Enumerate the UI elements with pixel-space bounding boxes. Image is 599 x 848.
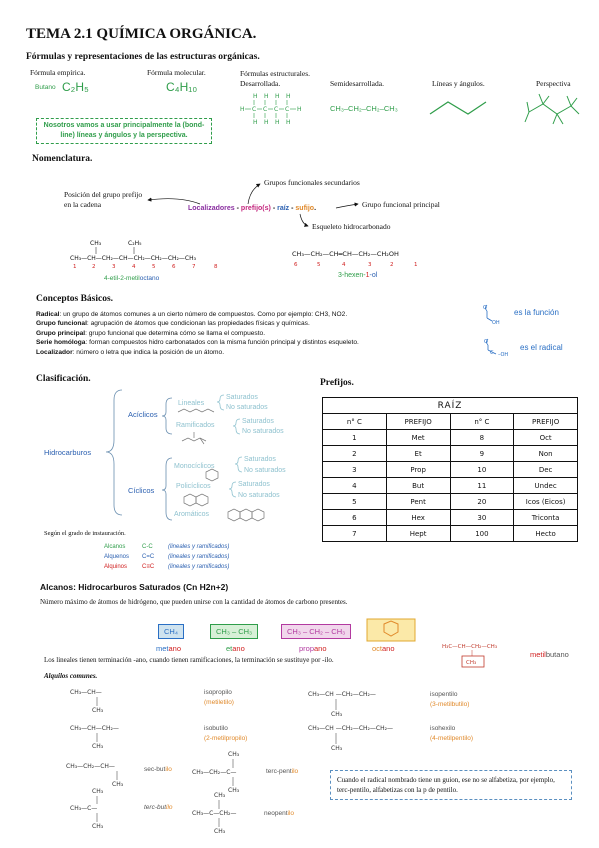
prefix-cell: Icos (Eicos) bbox=[514, 494, 578, 510]
svg-text:CH₃: CH₃ bbox=[331, 745, 343, 752]
table-title: RAÍZ bbox=[323, 398, 578, 414]
tercpentilo-label: terc-pentilo bbox=[266, 768, 299, 775]
butano-label: Butano bbox=[35, 84, 56, 91]
isopropilo-label: isopropilo (metiletilo) bbox=[204, 689, 234, 706]
svg-text:4: 4 bbox=[342, 262, 346, 268]
no-saturados-label-4: No saturados bbox=[238, 492, 280, 499]
concepto-text: : un grupo de átomos comunes a un cierto número de compuestos. Como por ejemplo: CH3, NO2. bbox=[59, 311, 348, 318]
svg-text:CH₃—CH—CH₂—CH—CH₂—CH₂—CH₂—CH₃: CH₃—CH—CH₂—CH—CH₂—CH₂—CH₂—CH₃ bbox=[70, 255, 197, 262]
ethane-box: CH₃ – CH₃ bbox=[210, 624, 258, 639]
svg-text:CH₃—C—CH₂—: CH₃—C—CH₂— bbox=[192, 810, 237, 817]
svg-text:H: H bbox=[264, 119, 269, 126]
example1-root: octano bbox=[139, 275, 160, 282]
svg-text:CH₃: CH₃ bbox=[331, 711, 343, 718]
monociclicos-label: Monocíclicos bbox=[174, 463, 215, 470]
concepto-radical bbox=[36, 310, 476, 319]
conceptos-list bbox=[36, 310, 476, 357]
concepto-serie-homologa bbox=[36, 338, 476, 347]
svg-text:CH₃: CH₃ bbox=[92, 707, 104, 714]
prefix-cell: 4 bbox=[323, 478, 387, 494]
svg-text:C: C bbox=[252, 106, 257, 113]
rule-prefijos: prefijo(s) bbox=[240, 205, 271, 212]
svg-text:H: H bbox=[253, 119, 258, 126]
lineas-label: Líneas y ángulos. bbox=[432, 79, 485, 88]
example1-prefix: 4-etil-2-metil bbox=[104, 275, 140, 282]
concepto-text: : número o letra que indica la posición de un átomo. bbox=[72, 348, 225, 356]
prefix-cell: Dec bbox=[514, 462, 578, 478]
svg-text:4: 4 bbox=[132, 264, 136, 270]
header-cell: n° C bbox=[450, 414, 514, 430]
etano-name: etano bbox=[226, 644, 245, 653]
svg-text:CH₃—C—: CH₃—C— bbox=[70, 805, 98, 812]
svg-text:C: C bbox=[285, 106, 290, 113]
prefix-cell: Hept bbox=[386, 526, 450, 542]
concepto-text: : forman compuestos hidro carbonatados con la misma función principal y distintos esqueleto. bbox=[85, 339, 359, 347]
nomenclatura-heading: Nomenclatura. bbox=[32, 154, 93, 164]
prefix-cell: 30 bbox=[450, 510, 514, 526]
empirica-label: Fórmula empírica. bbox=[30, 68, 86, 77]
svg-text:CH₃—CH—: CH₃—CH— bbox=[70, 689, 102, 696]
prefix-cell: 5 bbox=[323, 494, 387, 510]
prefix-cell: 20 bbox=[450, 494, 514, 510]
prefix-cell: 100 bbox=[450, 526, 514, 542]
prefix-row bbox=[323, 526, 578, 542]
semidesarrollada-label: Semidesarrollada. bbox=[330, 79, 384, 88]
prefix-row bbox=[323, 510, 578, 526]
estructurales-label: Fórmulas estructurales. bbox=[240, 69, 310, 78]
saturados-label-1: Saturados bbox=[226, 394, 258, 401]
svg-text:H: H bbox=[275, 93, 280, 100]
ramif-note: Los lineales tienen terminación -ano, cuando tienen ramificaciones, la terminación se sustituye por -ilo. bbox=[44, 656, 334, 664]
svg-text:CH₃—CH —CH₂—CH₂—: CH₃—CH —CH₂—CH₂— bbox=[308, 691, 376, 698]
perspective-structure bbox=[525, 92, 585, 132]
molecular-formula: C₄H₁₀ bbox=[166, 80, 198, 94]
propano-name: propano bbox=[299, 644, 327, 653]
example1-name bbox=[104, 275, 159, 282]
desarrollada-structure bbox=[238, 92, 308, 128]
methane-box: CH₄ bbox=[158, 624, 184, 639]
radical-label: es el radical bbox=[520, 343, 563, 352]
rule-localizadores: Localizadores bbox=[188, 205, 235, 212]
saturados-label-3: Saturados bbox=[244, 456, 276, 463]
svg-text:O: O bbox=[484, 339, 488, 345]
svg-text:C: C bbox=[490, 350, 494, 356]
prefix-cell: 2 bbox=[323, 446, 387, 462]
isohexilo-label: isohexilo (4-metilpentilo) bbox=[430, 725, 473, 742]
svg-text:6: 6 bbox=[294, 262, 298, 268]
note-box bbox=[36, 118, 212, 144]
octane-box bbox=[366, 618, 416, 642]
carboxyl-function-icon bbox=[482, 302, 508, 326]
carboxyl-radical-icon bbox=[484, 336, 514, 360]
octane-structure bbox=[68, 238, 238, 274]
svg-text:7: 7 bbox=[192, 264, 196, 270]
prefix-cell: 8 bbox=[450, 430, 514, 446]
svg-text:O: O bbox=[483, 305, 487, 311]
principal-label: Grupo funcional principal bbox=[362, 200, 440, 209]
neopentilo-label: neopentilo bbox=[264, 810, 295, 817]
concepto-grupo-principal bbox=[36, 329, 476, 338]
tercbutilo-label: terc-butilo bbox=[144, 804, 173, 811]
svg-text:–OH: –OH bbox=[498, 352, 509, 358]
aromaticos-label: Aromáticos bbox=[174, 511, 210, 518]
svg-text:H: H bbox=[275, 119, 280, 126]
svg-text:H₃C—CH—CH₂—CH₃: H₃C—CH—CH₂—CH₃ bbox=[442, 644, 498, 650]
alcanos-intro: Número máximo de átomos de hidrógeno, que pueden unirse con la cantidad de átomos de carbono presentes. bbox=[40, 598, 348, 606]
concepto-localizador bbox=[36, 348, 476, 357]
prefix-row bbox=[323, 462, 578, 478]
note-text: Nosotros vamos a usar principalmente la (bond-line) líneas y ángulos y la perspectiva. bbox=[43, 122, 205, 139]
header-cell: PREFIJO bbox=[386, 414, 450, 430]
bond-line-butane bbox=[428, 98, 498, 118]
svg-text:CH₃: CH₃ bbox=[92, 743, 104, 750]
svg-text:5: 5 bbox=[317, 262, 321, 268]
prefix-cell: 3 bbox=[323, 462, 387, 478]
svg-text:3: 3 bbox=[112, 264, 116, 270]
policiclicos-label: Policíclicos bbox=[176, 483, 211, 490]
table-header-row bbox=[323, 414, 578, 430]
svg-text:8: 8 bbox=[214, 264, 218, 270]
prefix-row bbox=[323, 430, 578, 446]
concepto-grupo-funcional bbox=[36, 319, 476, 328]
concepto-term: Serie homóloga bbox=[36, 339, 86, 347]
metilbutano-structure bbox=[440, 640, 530, 670]
ciclicos-label: Cíclicos bbox=[128, 486, 155, 495]
prefix-cell: Met bbox=[386, 430, 450, 446]
svg-text:H: H bbox=[264, 93, 269, 100]
lineales-label: Lineales bbox=[178, 400, 205, 407]
prefix-cell: Pent bbox=[386, 494, 450, 510]
prefix-cell: 10 bbox=[450, 462, 514, 478]
svg-text:CH₃: CH₃ bbox=[214, 828, 226, 835]
svg-text:5: 5 bbox=[152, 264, 156, 270]
svg-text:CH₃—CH—CH₂—: CH₃—CH—CH₂— bbox=[70, 725, 119, 732]
example2-locant: 1 bbox=[365, 272, 370, 279]
prefix-cell: 6 bbox=[323, 510, 387, 526]
prefix-cell: But bbox=[386, 478, 450, 494]
rule-raiz: raíz bbox=[277, 205, 290, 212]
prefix-cell: Hex bbox=[386, 510, 450, 526]
svg-text:CH₃: CH₃ bbox=[112, 781, 124, 788]
svg-text:2: 2 bbox=[390, 262, 394, 268]
propane-box: CH₃ – CH₂ – CH₃ bbox=[281, 624, 351, 639]
grado-label: Según el grado de instauración. bbox=[44, 530, 126, 537]
svg-text:1: 1 bbox=[414, 262, 418, 268]
desarrollada-label: Desarrollada. bbox=[240, 79, 281, 88]
prefix-cell: 11 bbox=[450, 478, 514, 494]
prefix-cell: 9 bbox=[450, 446, 514, 462]
header-cell: PREFIJO bbox=[514, 414, 578, 430]
saturation-legend bbox=[104, 542, 229, 572]
svg-text:H: H bbox=[286, 119, 291, 126]
prefix-cell: Oct bbox=[514, 430, 578, 446]
aciclicos-label: Acíclicos bbox=[128, 410, 158, 419]
prefix-cell: Undec bbox=[514, 478, 578, 494]
metano-name: metano bbox=[156, 644, 182, 653]
prefix-row bbox=[323, 478, 578, 494]
svg-text:H: H bbox=[253, 93, 258, 100]
saturados-label-4: Saturados bbox=[238, 481, 270, 488]
svg-text:CH₃—CH₂—C—: CH₃—CH₂—C— bbox=[192, 769, 237, 776]
molecular-label: Fórmula molecular. bbox=[147, 68, 206, 77]
prefix-cell: 7 bbox=[323, 526, 387, 542]
rule-sufijo: sufijo bbox=[295, 205, 315, 212]
secbutilo-label: sec-butilo bbox=[144, 766, 172, 773]
svg-text:CH₃: CH₃ bbox=[466, 660, 477, 666]
svg-text:C₂H₅: C₂H₅ bbox=[128, 240, 142, 247]
svg-text:CH₃: CH₃ bbox=[92, 788, 104, 795]
svg-text:CH₃—CH₂—CH═CH—CH₂—CH₂OH: CH₃—CH₂—CH═CH—CH₂—CH₂OH bbox=[292, 250, 399, 258]
svg-text:H: H bbox=[286, 93, 291, 100]
example2-name bbox=[338, 272, 377, 279]
legend-alquenos: Alquenos C=C (lineales y ramificados) bbox=[104, 554, 230, 560]
isobutilo-label: isobutilo (2-metilpropilo) bbox=[204, 725, 248, 742]
alcanos-heading: Alcanos: Hidrocarburos Saturados (Cn H2n+2) bbox=[40, 582, 229, 592]
concepto-term: Grupo principal bbox=[36, 329, 86, 337]
prefix-cell: Prop bbox=[386, 462, 450, 478]
svg-text:2: 2 bbox=[92, 264, 96, 270]
svg-text:CH₃: CH₃ bbox=[228, 751, 240, 758]
semidesarrollada-formula: CH₃–CH₂–CH₂–CH₃ bbox=[330, 104, 398, 113]
prefix-row bbox=[323, 446, 578, 462]
isopentilo-label: isopentilo (3-metilbutilo) bbox=[430, 691, 470, 708]
svg-text:CH₃: CH₃ bbox=[90, 240, 102, 247]
metilbutano-name: metilbutano bbox=[530, 650, 569, 659]
clasificacion-heading: Clasificación. bbox=[36, 374, 91, 384]
svg-text:C: C bbox=[274, 106, 279, 113]
prefix-cell: Hecto bbox=[514, 526, 578, 542]
concepto-text: : agrupación de átomos que condicionan las propiedades físicas y químicas. bbox=[86, 320, 310, 328]
prefijos-heading: Prefijos. bbox=[320, 378, 354, 388]
no-saturados-label-2: No saturados bbox=[242, 428, 284, 435]
prefix-cell: Non bbox=[514, 446, 578, 462]
prefix-row bbox=[323, 494, 578, 510]
svg-text:CH₃: CH₃ bbox=[228, 787, 240, 794]
prefix-cell: 1 bbox=[323, 430, 387, 446]
example2-suffix: -ol bbox=[369, 272, 378, 279]
legend-alcanos: Alcanos C-C (lineales y ramificados) bbox=[104, 544, 230, 550]
prefijos-table bbox=[322, 397, 578, 542]
empirica-formula: C₂H₅ bbox=[62, 80, 89, 94]
perspectiva-label: Perspectiva bbox=[536, 79, 571, 88]
hexenol-structure bbox=[290, 246, 450, 272]
esqueleto-label: Esqueleto hidrocarbonado bbox=[312, 222, 391, 231]
no-saturados-label-3: No saturados bbox=[244, 467, 286, 474]
nomenclature-rule: Localizadores - prefijo(s) - raíz - sufijo. bbox=[188, 205, 317, 212]
hidrocarburos-label: Hidrocarburos bbox=[44, 448, 92, 457]
svg-text:6: 6 bbox=[172, 264, 176, 270]
guion-note-text: Cuando el radical nombrado tiene un guion, ese no se alfabetiza, por ejemplo, terc-pentilo, alfabetizas con la p de pentilo. bbox=[337, 776, 555, 794]
svg-text:H: H bbox=[297, 106, 302, 113]
svg-text:CH₃: CH₃ bbox=[214, 792, 226, 799]
saturados-label-2: Saturados bbox=[242, 418, 274, 425]
svg-text:H: H bbox=[240, 106, 245, 113]
prefix-cell: Triconta bbox=[514, 510, 578, 526]
funcion-label: es la función bbox=[514, 308, 559, 317]
svg-text:CH₃—CH₂—CH—: CH₃—CH₂—CH— bbox=[66, 763, 115, 770]
secundarios-label: Grupos funcionales secundarios bbox=[264, 178, 360, 187]
svg-text:CH₃: CH₃ bbox=[92, 823, 104, 830]
svg-text:C: C bbox=[263, 106, 268, 113]
legend-alquinos: Alquinos C≡C (lineales y ramificados) bbox=[104, 564, 230, 570]
octano-name: octano bbox=[372, 644, 395, 653]
alquilos-heading: Alquilos comunes. bbox=[44, 672, 98, 680]
page-title: TEMA 2.1 QUÍMICA ORGÁNICA. bbox=[26, 26, 257, 42]
concepto-term: Grupo funcional bbox=[36, 320, 87, 328]
header-cell: n° C bbox=[323, 414, 387, 430]
ramificados-label: Ramificados bbox=[176, 422, 215, 429]
svg-text:OH: OH bbox=[492, 320, 500, 326]
svg-text:3: 3 bbox=[368, 262, 372, 268]
example2-root: 3-hexen- bbox=[338, 272, 366, 279]
svg-text:CH₃—CH —CH₂—CH₂—CH₂—: CH₃—CH —CH₂—CH₂—CH₂— bbox=[308, 725, 394, 732]
formulas-heading: Fórmulas y representaciones de las estructuras orgánicas. bbox=[26, 52, 260, 62]
prefix-cell: Et bbox=[386, 446, 450, 462]
svg-text:1: 1 bbox=[73, 264, 77, 270]
concepto-text: : grupo funcional que determina cómo se llama el compuesto. bbox=[85, 329, 266, 337]
posicion-label: Posición del grupo prefijo en la cadena bbox=[64, 190, 143, 209]
conceptos-heading: Conceptos Básicos. bbox=[36, 294, 114, 304]
guion-note-box bbox=[330, 770, 572, 800]
concepto-term: Localizador bbox=[36, 348, 73, 356]
concepto-term: Radical bbox=[36, 311, 60, 318]
no-saturados-label-1: No saturados bbox=[226, 404, 268, 411]
